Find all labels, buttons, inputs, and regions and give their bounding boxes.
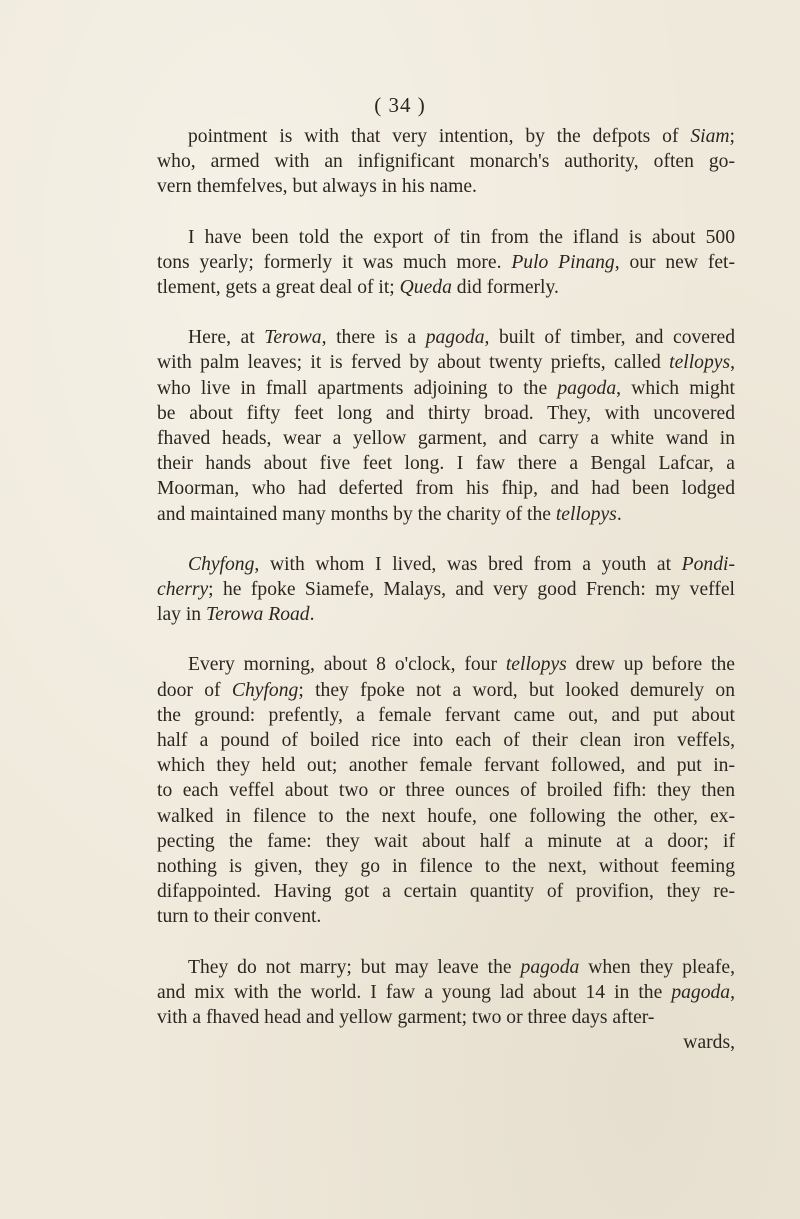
text-line: the ground: prefently, a female fervant came out, and put about [157, 704, 735, 726]
paragraph [157, 955, 735, 1056]
italic-term: Queda [399, 277, 452, 299]
italic-term: Siam [690, 126, 730, 147]
text-line: turn to their convent. [157, 906, 322, 928]
text-line: lay in Terowa Road. [157, 604, 315, 626]
body-text [157, 124, 735, 1056]
text-line: Chyfong, with whom I lived, was bred from a youth at Pondi- [188, 553, 735, 575]
text-line: to each veffel about two or three ounces of broiled fifh: they then [157, 780, 735, 802]
text-line: Here, at Terowa, there is a pagoda, built of timber, and covered [188, 327, 736, 349]
text-line: nothing is given, they go in filence to the next, without feeming [157, 856, 735, 878]
catchword: wards, [683, 1032, 735, 1054]
paragraph [157, 552, 735, 628]
text-line: Moorman, who had deferted from his fhip, and had been lodged [157, 478, 735, 500]
italic-term: Chyfong [231, 679, 299, 701]
italic-term: Terowa [264, 327, 322, 349]
italic-term: pagoda [425, 327, 485, 349]
italic-term: Chyfong [188, 553, 255, 575]
text-line: Every morning, about 8 o'clock, four tellopys drew up before the [188, 654, 735, 676]
italic-term: tellopys [669, 352, 731, 374]
italic-term: tellopys [555, 503, 617, 525]
text-line: vern themfelves, but always in his name. [157, 176, 477, 198]
paragraph [157, 225, 735, 301]
page-number: ( 34 ) [374, 93, 426, 117]
paragraph [157, 124, 735, 200]
text-line: which they held out; another female fervant followed, and put in- [157, 755, 735, 777]
text-line: half a pound of boiled rice into each of their clean iron veffels, [157, 730, 735, 752]
text-line: and mix with the world. I faw a young lad about 14 in the pagoda, [157, 981, 735, 1003]
italic-term: pagoda [520, 956, 580, 978]
text-line: who, armed with an infignificant monarch's authority, often go- [157, 151, 735, 173]
text-line: cherry; he fpoke Siamefe, Malays, and very good French: my veffel [157, 579, 735, 601]
text-line: be about fifty feet long and thirty broad. They, with uncovered [157, 402, 735, 424]
text-line: their hands about five feet long. I faw there a Bengal Lafcar, a [157, 453, 735, 475]
italic-term: pagoda [557, 377, 617, 399]
italic-term: tellopys [505, 654, 567, 676]
italic-term: cherry [157, 579, 209, 601]
text-line: tons yearly; formerly it was much more. Pulo Pinang, our new fet- [157, 251, 736, 273]
text-line: I have been told the export of tin from the ifland is about 500 [188, 226, 735, 248]
text-line: pointment is with that very intention, by the defpots of Siam; [188, 126, 735, 147]
text-line: tlement, gets a great deal of it; Queda did formerly. [157, 277, 559, 299]
italic-term: Terowa Road [205, 604, 310, 626]
text-line: fhaved heads, wear a yellow garment, and carry a white wand in [157, 428, 735, 450]
text-line: walked in filence to the next houfe, one following the other, ex- [157, 805, 735, 827]
text-line: door of Chyfong; they fpoke not a word, but looked demurely on [157, 679, 735, 701]
italic-term: Pulo Pinang [511, 251, 615, 273]
text-line: and maintained many months by the charity of the tellopys. [157, 503, 622, 525]
text-line: They do not marry; but may leave the pagoda when they pleafe, [188, 956, 735, 978]
italic-term: Pondi- [681, 553, 735, 575]
paragraph [157, 325, 735, 527]
text-line: difappointed. Having got a certain quantity of provifion, they re- [157, 881, 735, 903]
text-line: vith a fhaved head and yellow garment; two or three days after- [157, 1007, 655, 1029]
text-line: who live in fmall apartments adjoining to the pagoda, which might [157, 377, 735, 399]
text-line: with palm leaves; it is ferved by about twenty priefts, called tellopys, [157, 352, 735, 374]
italic-term: pagoda [671, 981, 731, 1003]
paragraph [157, 652, 735, 929]
text-line: pecting the fame: they wait about half a minute at a door; if [157, 830, 735, 852]
